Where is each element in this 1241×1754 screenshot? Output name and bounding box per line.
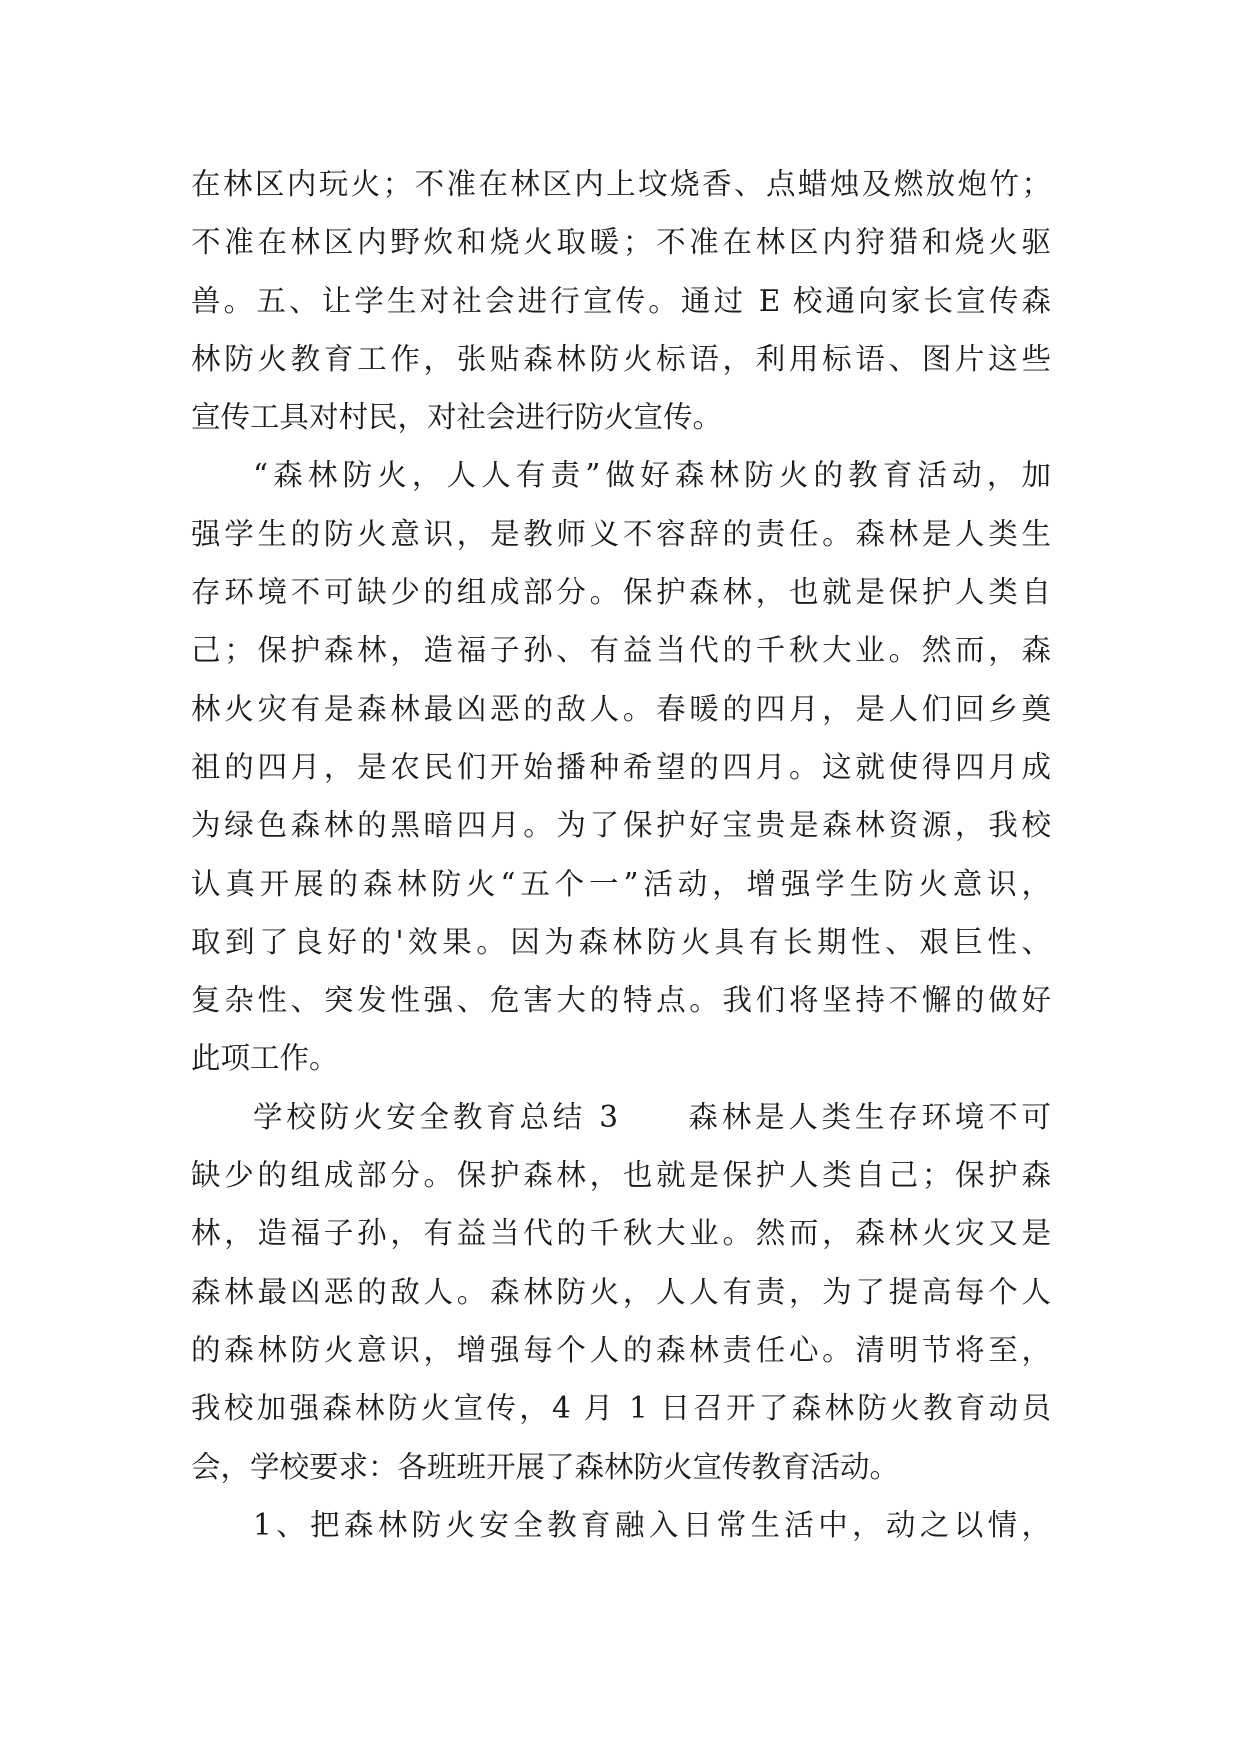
text-line: “森林防火，人人有责”做好森林防火的教育活动，加 [253, 458, 1051, 493]
text-line: 林，造福子孙，有益当代的千秋大业。然而，森林火灾又是 [191, 1216, 1051, 1251]
text-line: 兽。五、让学生对社会进行宣传。通过 E 校通向家长宣传森 [191, 283, 1051, 318]
text-line: 宣传工具对村民，对社会进行防火宣传。 [191, 400, 723, 435]
document-body [191, 155, 1051, 1554]
text-line: 林防火教育工作，张贴森林防火标语，利用标语、图片这些 [191, 341, 1051, 376]
text-line: 我校加强森林防火宣传，4 月 1 日召开了森林防火教育动员 [191, 1391, 1051, 1426]
text-line: 强学生的防火意识，是教师义不容辞的责任。森林是人类生 [191, 516, 1051, 551]
text-line: 己；保护森林，造福子孙、有益当代的千秋大业。然而，森 [191, 633, 1051, 668]
text-line: 森林最凶恶的敌人。森林防火，人人有责，为了提高每个人 [191, 1274, 1051, 1309]
text-line: 1、把森林防火安全教育融入日常生活中，动之以情， [253, 1507, 1051, 1542]
text-line: 为绿色森林的黑暗四月。为了保护好宝贵是森林资源，我校 [191, 808, 1051, 843]
text-line: 认真开展的森林防火“五个一”活动，增强学生防火意识， [191, 866, 1051, 901]
text-line: 取到了良好的'效果。因为森林防火具有长期性、艰巨性、 [191, 924, 1051, 959]
text-line: 复杂性、突发性强、危害大的特点。我们将坚持不懈的做好 [191, 983, 1051, 1018]
text-line: 学校防火安全教育总结 3 森林是人类生存环境不可 [253, 1099, 1051, 1134]
text-line: 存环境不可缺少的组成部分。保护森林，也就是保护人类自 [191, 575, 1051, 610]
text-line: 的森林防火意识，增强每个人的森林责任心。清明节将至， [191, 1332, 1051, 1367]
text-line: 祖的四月，是农民们开始播种希望的四月。这就使得四月成 [191, 749, 1051, 784]
text-line: 不准在林区内野炊和烧火取暖；不准在林区内狩猎和烧火驱 [191, 225, 1051, 260]
text-line: 此项工作。 [191, 1041, 339, 1076]
text-line: 林火灾有是森林最凶恶的敌人。春暖的四月，是人们回乡奠 [191, 691, 1051, 726]
text-line: 缺少的组成部分。保护森林，也就是保护人类自己；保护森 [191, 1158, 1051, 1193]
text-line: 会，学校要求：各班班开展了森林防火宣传教育活动。 [191, 1449, 900, 1484]
text-line: 在林区内玩火；不准在林区内上坟烧香、点蜡烛及燃放炮竹； [191, 167, 1051, 201]
